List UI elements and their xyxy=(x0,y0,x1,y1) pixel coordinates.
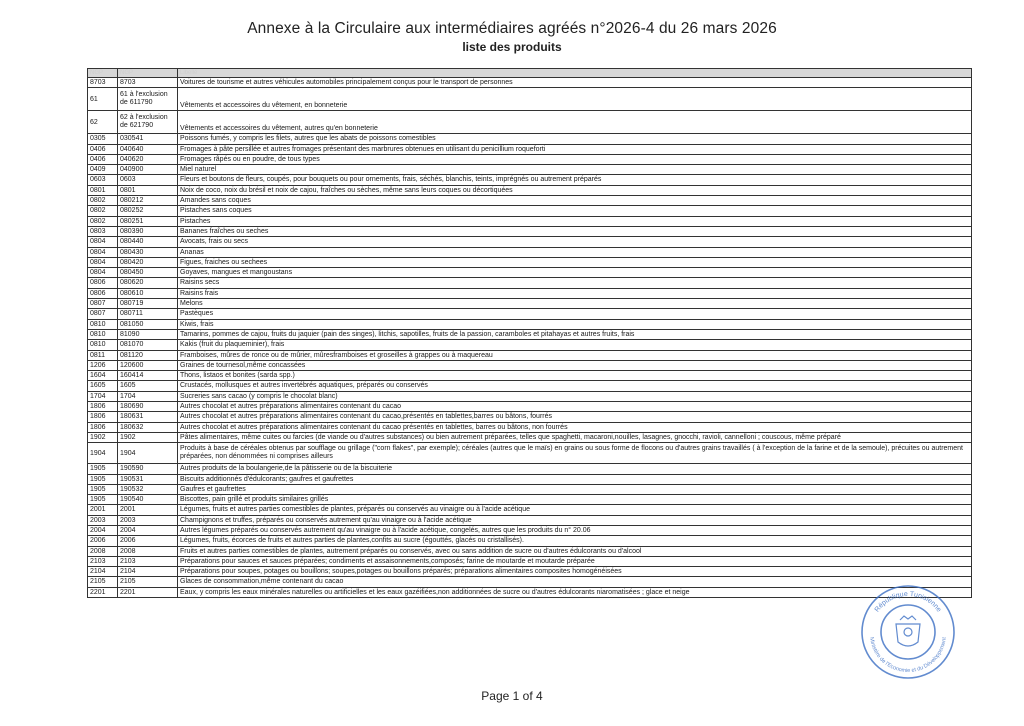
ngp-subcode-cell: 030541 xyxy=(118,134,178,144)
table-row xyxy=(88,464,972,474)
ngp-code-cell: 1704 xyxy=(88,391,118,401)
product-description-cell: Fleurs et boutons de fleurs, coupés, pour bouquets ou pour ornements, frais, séchés, blanchis, teints, imprégnés ou autrement préparés xyxy=(178,175,972,185)
ngp-code-cell: 1605 xyxy=(88,381,118,391)
ngp-subcode-cell: 040640 xyxy=(118,144,178,154)
ngp-code-cell: 0803 xyxy=(88,226,118,236)
product-description-cell: Crustacés, mollusques et autres invertébrés aquatiques, préparés ou conservés xyxy=(178,381,972,391)
ngp-code-cell: 0807 xyxy=(88,299,118,309)
column-header-ngp6: NGP xyxy=(118,69,178,78)
ngp-code-cell: 2008 xyxy=(88,546,118,556)
emblem-icon xyxy=(896,616,920,646)
product-description-cell: Pistaches xyxy=(178,216,972,226)
table-row xyxy=(88,391,972,401)
ngp-subcode-cell: 081050 xyxy=(118,319,178,329)
ngp-code-cell: 1905 xyxy=(88,464,118,474)
product-description-cell: Graines de tournesol,même concassées xyxy=(178,360,972,370)
page-number: Page 1 of 4 xyxy=(481,689,543,703)
stamp-top-text: République Tunisienne xyxy=(873,590,943,614)
table-row xyxy=(88,495,972,505)
product-description-cell: Amandes sans coques xyxy=(178,196,972,206)
product-description-cell: Légumes, fruits, écorces de fruits et autres parties de plantes,confits au sucre (égouttés, glacés ou cristallisés). xyxy=(178,536,972,546)
ngp-subcode-cell: 0603 xyxy=(118,175,178,185)
ngp-subcode-cell: 080390 xyxy=(118,226,178,236)
product-description-cell: Raisins secs xyxy=(178,278,972,288)
product-description-cell: Avocats, frais ou secs xyxy=(178,237,972,247)
ngp-code-cell: 1604 xyxy=(88,371,118,381)
ngp-code-cell: 0811 xyxy=(88,350,118,360)
ngp-code-cell: 62 xyxy=(88,111,118,134)
ngp-subcode-cell: 080251 xyxy=(118,216,178,226)
product-description-cell: Figues, fraiches ou sechees xyxy=(178,257,972,267)
ngp-subcode-cell: 080610 xyxy=(118,288,178,298)
table-row xyxy=(88,288,972,298)
product-description-cell: Autres chocolat et autres préparations alimentaires contenant du cacao,présentés en tablettes,barres ou bâtons, fourrés xyxy=(178,412,972,422)
table-row xyxy=(88,278,972,288)
ngp-subcode-cell: 1704 xyxy=(118,391,178,401)
ngp-code-cell: 0804 xyxy=(88,268,118,278)
product-description-cell: Noix de coco, noix du brésil et noix de cajou, fraîches ou sèches, même sans leurs coques ou décortiquées xyxy=(178,185,972,195)
column-header-ngp4: NGP xyxy=(88,69,118,78)
table-row xyxy=(88,402,972,412)
product-description-cell: Autres chocolat et autres préparations alimentaires contenant du cacao présentés en tablettes, barres ou bâtons, non fourrés xyxy=(178,422,972,432)
ngp-code-cell: 0409 xyxy=(88,165,118,175)
ngp-subcode-cell: 1902 xyxy=(118,432,178,442)
ngp-subcode-cell: 081120 xyxy=(118,350,178,360)
table-row xyxy=(88,432,972,442)
ngp-code-cell: 2104 xyxy=(88,567,118,577)
table-row xyxy=(88,175,972,185)
product-description-cell: Vêtements et accessoires du vêtement, en bonneterie xyxy=(178,88,972,111)
ngp-subcode-cell: 080450 xyxy=(118,268,178,278)
ngp-subcode-cell: 61 à l'exclusion de 611790 xyxy=(118,88,178,111)
table-row xyxy=(88,226,972,236)
ngp-code-cell: 1905 xyxy=(88,495,118,505)
table-row xyxy=(88,577,972,587)
table-row xyxy=(88,144,972,154)
product-description-cell: Goyaves, mangues et mangoustans xyxy=(178,268,972,278)
table-row xyxy=(88,474,972,484)
ngp-code-cell: 1206 xyxy=(88,360,118,370)
table-row xyxy=(88,515,972,525)
product-description-cell: Autres produits de la boulangerie,de la pâtisserie ou de la biscuiterie xyxy=(178,464,972,474)
product-description-cell: Pastèques xyxy=(178,309,972,319)
table-row xyxy=(88,422,972,432)
ngp-subcode-cell: 2105 xyxy=(118,577,178,587)
ngp-code-cell: 1806 xyxy=(88,422,118,432)
product-description-cell: Melons xyxy=(178,299,972,309)
product-description-cell: Fromages râpés ou en poudre, de tous types xyxy=(178,154,972,164)
table-row xyxy=(88,196,972,206)
ngp-code-cell: 0804 xyxy=(88,237,118,247)
ngp-code-cell: 0802 xyxy=(88,196,118,206)
table-row xyxy=(88,484,972,494)
ngp-subcode-cell: 080719 xyxy=(118,299,178,309)
ngp-code-cell: 0806 xyxy=(88,288,118,298)
ngp-subcode-cell: 040620 xyxy=(118,154,178,164)
ngp-code-cell: 0802 xyxy=(88,206,118,216)
product-description-cell: Tamarins, pommes de cajou, fruits du jaquier (pain des singes), litchis, sapotilles, fruits de la passion, caramboles et pitahayas et autres fruits, frais xyxy=(178,329,972,339)
ngp-subcode-cell: 2201 xyxy=(118,587,178,597)
product-description-cell: Glaces de consommation,même contenant du cacao xyxy=(178,577,972,587)
product-description-cell: Kakis (fruit du plaqueminier), frais xyxy=(178,340,972,350)
product-description-cell: Ananas xyxy=(178,247,972,257)
ngp-code-cell: 0804 xyxy=(88,257,118,267)
ngp-code-cell: 0406 xyxy=(88,144,118,154)
ngp-subcode-cell: 81090 xyxy=(118,329,178,339)
ngp-subcode-cell: 080620 xyxy=(118,278,178,288)
ngp-subcode-cell: 62 à l'exclusion de 621790 xyxy=(118,111,178,134)
product-description-cell: Framboises, mûres de ronce ou de mûrier, mûresframboises et groseilles à grappes ou à maquereau xyxy=(178,350,972,360)
product-description-cell: Biscuits additionnés d'édulcorants; gaufres et gaufrettes xyxy=(178,474,972,484)
product-description-cell: Biscottes, pain grillé et produits similaires grillés xyxy=(178,495,972,505)
ngp-subcode-cell: 081070 xyxy=(118,340,178,350)
product-description-cell: Vêtements et accessoires du vêtement, autres qu'en bonneterie xyxy=(178,111,972,134)
ngp-subcode-cell: 190532 xyxy=(118,484,178,494)
table-row xyxy=(88,556,972,566)
table-row xyxy=(88,237,972,247)
product-description-cell: Préparations pour soupes, potages ou bouillons; soupes,potages ou bouillons préparés; préparations alimentaires composites homogénéisées xyxy=(178,567,972,577)
product-description-cell: Gaufres et gaufrettes xyxy=(178,484,972,494)
ngp-subcode-cell: 2003 xyxy=(118,515,178,525)
ngp-subcode-cell: 1605 xyxy=(118,381,178,391)
ngp-subcode-cell: 2008 xyxy=(118,546,178,556)
table-row xyxy=(88,111,972,134)
product-description-cell: Thons, listaos et bonites (sarda spp.) xyxy=(178,371,972,381)
product-description-cell: Légumes, fruits et autres parties comestibles de plantes, préparés ou conservés au vinaigre ou à l'acide acétique xyxy=(178,505,972,515)
ngp-code-cell: 2103 xyxy=(88,556,118,566)
ngp-code-cell: 0806 xyxy=(88,278,118,288)
table-row xyxy=(88,216,972,226)
ngp-code-cell: 2006 xyxy=(88,536,118,546)
ngp-subcode-cell: 180631 xyxy=(118,412,178,422)
ngp-code-cell: 0810 xyxy=(88,329,118,339)
ngp-subcode-cell: 080420 xyxy=(118,257,178,267)
ngp-code-cell: 2105 xyxy=(88,577,118,587)
table-row xyxy=(88,412,972,422)
product-description-cell: Raisins frais xyxy=(178,288,972,298)
table-row xyxy=(88,360,972,370)
ngp-subcode-cell: 2006 xyxy=(118,536,178,546)
table-row xyxy=(88,268,972,278)
product-description-cell: Miel naturel xyxy=(178,165,972,175)
product-description-cell: Pistaches sans coques xyxy=(178,206,972,216)
ngp-subcode-cell: 190540 xyxy=(118,495,178,505)
product-description-cell: Fromages à pâte persillée et autres fromages présentant des marbrures obtenues en utilisant du penicillium roqueforti xyxy=(178,144,972,154)
ngp-code-cell: 1905 xyxy=(88,474,118,484)
table-row xyxy=(88,536,972,546)
ngp-code-cell: 2001 xyxy=(88,505,118,515)
product-description-cell: Sucreries sans cacao (y compris le chocolat blanc) xyxy=(178,391,972,401)
table-row xyxy=(88,309,972,319)
ngp-subcode-cell: 2104 xyxy=(118,567,178,577)
ngp-subcode-cell: 0801 xyxy=(118,185,178,195)
product-description-cell: Pâtes alimentaires, même cuites ou farcies (de viande ou d'autres substances) ou bien autrement préparées, telles que spaghetti, macaroni,nouilles, lasagnes, gnocchi, ravioli, cannelloni ; couscous, même préparé xyxy=(178,432,972,442)
document-title: Annexe à la Circulaire aux intermédiaires agréés n°2026-4 du 26 mars 2026 xyxy=(247,20,777,37)
ngp-subcode-cell: 2001 xyxy=(118,505,178,515)
ngp-subcode-cell: 160414 xyxy=(118,371,178,381)
product-description-cell: Préparations pour sauces et sauces préparées; condiments et assaisonnements,composés; farine de moutarde et moutarde préparée xyxy=(178,556,972,566)
ngp-subcode-cell: 080212 xyxy=(118,196,178,206)
ngp-code-cell: 1905 xyxy=(88,484,118,494)
product-description-cell: Eaux, y compris les eaux minérales naturelles ou artificielles et les eaux gazéifiées,non additionnées de sucre ou d'autres édulcorants niaromatisées ; glace et neige xyxy=(178,587,972,597)
ngp-code-cell: 0807 xyxy=(88,309,118,319)
product-description-cell: Champignons et truffes, préparés ou conservés autrement qu'au vinaigre ou à l'acide acétique xyxy=(178,515,972,525)
ngp-subcode-cell: 190590 xyxy=(118,464,178,474)
product-description-cell: Fruits et autres parties comestibles de plantes, autrement préparés ou conservés, avec ou sans addition de sucre ou d'autres édulcorants ou d'alcool xyxy=(178,546,972,556)
column-header-libelle: Libellé xyxy=(178,69,972,78)
ngp-code-cell: 0305 xyxy=(88,134,118,144)
products-table xyxy=(87,68,972,598)
table-row xyxy=(88,340,972,350)
ngp-code-cell: 1806 xyxy=(88,412,118,422)
official-stamp xyxy=(858,582,958,682)
ngp-subcode-cell: 180632 xyxy=(118,422,178,432)
svg-text:République Tunisienne xyxy=(874,591,943,614)
table-row xyxy=(88,350,972,360)
product-description-cell: Autres chocolat et autres préparations alimentaires contenant du cacao xyxy=(178,402,972,412)
ngp-code-cell: 0802 xyxy=(88,216,118,226)
table-row xyxy=(88,247,972,257)
table-row xyxy=(88,567,972,577)
ngp-code-cell: 0406 xyxy=(88,154,118,164)
table-row xyxy=(88,587,972,597)
table-row xyxy=(88,525,972,535)
ngp-subcode-cell: 080440 xyxy=(118,237,178,247)
ngp-code-cell: 0810 xyxy=(88,319,118,329)
product-description-cell: Bananes fraîches ou seches xyxy=(178,226,972,236)
ngp-code-cell: 2004 xyxy=(88,525,118,535)
table-row xyxy=(88,299,972,309)
ngp-subcode-cell: 040900 xyxy=(118,165,178,175)
ngp-code-cell: 1806 xyxy=(88,402,118,412)
table-row xyxy=(88,546,972,556)
product-description-cell: Autres légumes préparés ou conservés autrement qu'au vinaigre ou à l'acide acétique, congelés, autres que les produits du n° 20.06 xyxy=(178,525,972,535)
table-row xyxy=(88,319,972,329)
ngp-subcode-cell: 080711 xyxy=(118,309,178,319)
ngp-code-cell: 1902 xyxy=(88,432,118,442)
table-row xyxy=(88,257,972,267)
ngp-code-cell: 0810 xyxy=(88,340,118,350)
ngp-code-cell: 61 xyxy=(88,88,118,111)
table-row xyxy=(88,505,972,515)
ngp-code-cell: 0801 xyxy=(88,185,118,195)
table-header-row xyxy=(88,69,972,78)
table-row xyxy=(88,165,972,175)
ngp-subcode-cell: 080252 xyxy=(118,206,178,216)
ngp-subcode-cell: 2103 xyxy=(118,556,178,566)
product-description-cell: Poissons fumés, y compris les filets, autres que les abats de poissons comestibles xyxy=(178,134,972,144)
ngp-code-cell: 0603 xyxy=(88,175,118,185)
product-description-cell: Kiwis, frais xyxy=(178,319,972,329)
ngp-code-cell: 2003 xyxy=(88,515,118,525)
ngp-subcode-cell: 080430 xyxy=(118,247,178,257)
ngp-subcode-cell: 120600 xyxy=(118,360,178,370)
product-description-cell: Voitures de tourisme et autres véhicules automobiles principalement conçus pour le transport de personnes xyxy=(178,78,972,88)
ngp-subcode-cell: 8703 xyxy=(118,78,178,88)
table-row xyxy=(88,206,972,216)
product-description-cell: Produits à base de céréales obtenus par soufflage ou grillage ("corn flakes", par exemple); céréales (autres que le maïs) en grains ou sous forme de flocons ou d'autres grains travaillés ( à l'exception de la farine et de la semoule), précuites ou autrement préparées, non dénommées ni comprises ailleurs xyxy=(178,443,972,464)
ngp-code-cell: 2201 xyxy=(88,587,118,597)
stamp-bottom-text: Ministère de l'Economie et du Développement xyxy=(868,636,948,675)
ngp-subcode-cell: 2004 xyxy=(118,525,178,535)
table-row xyxy=(88,371,972,381)
table-row xyxy=(88,134,972,144)
table-row xyxy=(88,78,972,88)
ngp-subcode-cell: 180690 xyxy=(118,402,178,412)
ngp-code-cell: 8703 xyxy=(88,78,118,88)
document-subtitle: liste des produits xyxy=(462,40,562,54)
table-row xyxy=(88,329,972,339)
ngp-subcode-cell: 1904 xyxy=(118,443,178,464)
table-row xyxy=(88,88,972,111)
table-row xyxy=(88,381,972,391)
table-row xyxy=(88,185,972,195)
ngp-code-cell: 0804 xyxy=(88,247,118,257)
ngp-subcode-cell: 190531 xyxy=(118,474,178,484)
table-row xyxy=(88,154,972,164)
table-row xyxy=(88,443,972,464)
ngp-code-cell: 1904 xyxy=(88,443,118,464)
